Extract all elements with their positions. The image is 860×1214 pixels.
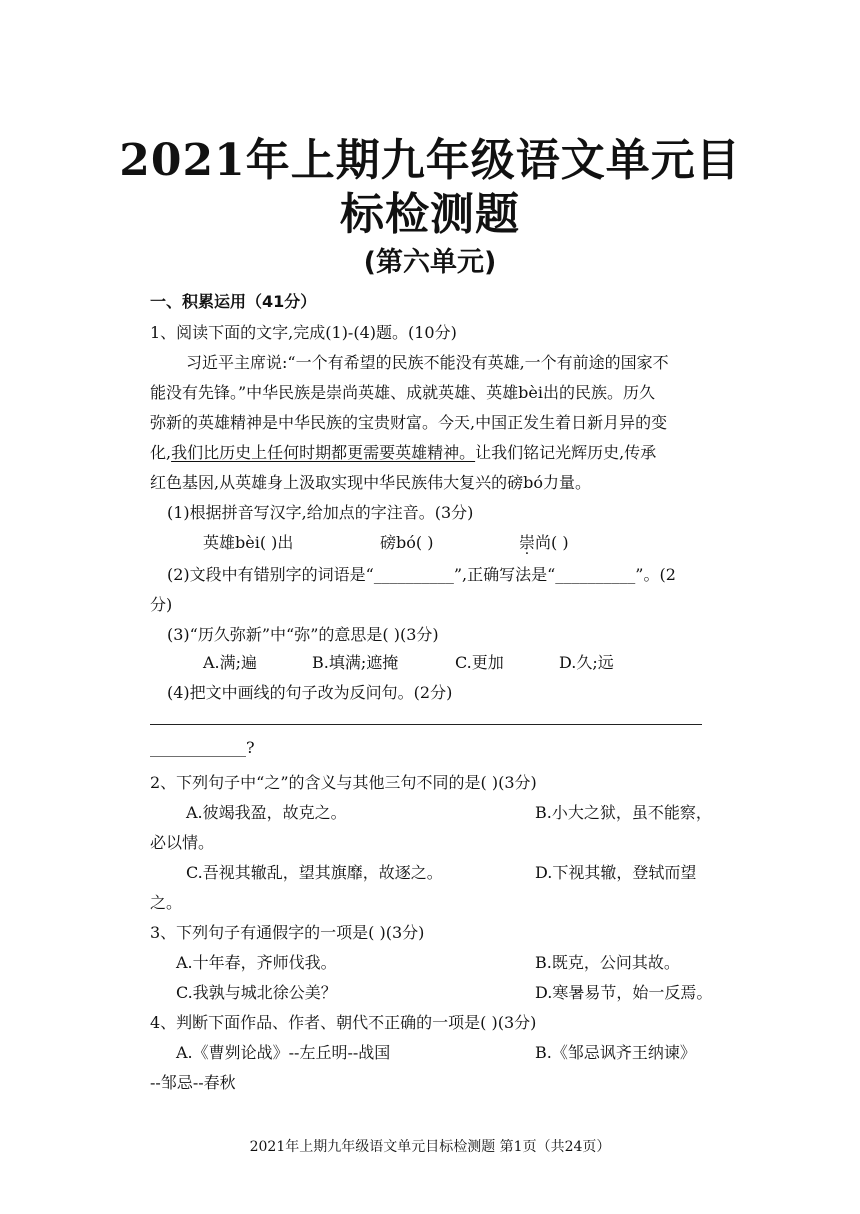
unit-subtitle: (第六单元): [363, 247, 497, 278]
q3-stem: 3、下列句子有通假字的一项是( )(3分): [150, 923, 425, 942]
q4-option-a: A.《曹刿论战》--左丘明--战国: [176, 1043, 391, 1062]
page-title-line1: 2021年上期九年级语文单元目: [119, 135, 741, 186]
q1-sub3-option: A.满;遍: [203, 653, 258, 672]
q2-option-d: D.下视其辙，登轼而望: [535, 863, 697, 882]
q2-stem: 2、下列句子中“之”的含义与其他三句不同的是( )(3分): [150, 773, 537, 792]
q3-option-a: A.十年春，齐师伐我。: [176, 953, 337, 972]
q1-passage-text: 让我们铭记光辉历史,传承: [475, 443, 657, 462]
q4-option-b: B.《邹忌讽齐王纳谏》: [535, 1043, 696, 1062]
dotted-character: 崇: [519, 533, 536, 552]
page-footer: 2021年上期九年级语文单元目标检测题 第1页（共24页）: [249, 1139, 611, 1155]
underlined-sentence: 我们比历史上任何时期都更需要英雄精神。: [171, 443, 476, 462]
q2-option-d-cont: 之。: [150, 893, 183, 912]
q1-passage-line: 弥新的英雄精神是中华民族的宝贵财富。今天,中国正发生着日新月异的变: [150, 413, 668, 432]
q1-sub3-option: C.更加: [455, 653, 504, 672]
q2-option-c: C.吾视其辙乱，望其旗靡，故逐之。: [186, 863, 443, 882]
q2-option-b: B.小大之狱，虽不能察，: [535, 803, 712, 822]
q1-passage-text: 化,: [150, 443, 172, 462]
q4-stem: 4、判断下面作品、作者、朝代不正确的一项是( )(3分): [150, 1013, 537, 1032]
q4-option-b-cont: --邹忌--春秋: [150, 1073, 236, 1092]
q3-option-d: D.寒暑易节，始一反焉。: [535, 983, 713, 1002]
q1-passage-line: 红色基因,从英雄身上汲取实现中华民族伟大复兴的磅bó力量。: [150, 473, 591, 492]
page-title-line2: 标检测题: [340, 189, 520, 240]
q1-sub4: (4)把文中画线的句子改为反问句。(2分): [167, 683, 453, 702]
q1-sub4-end: ____________?: [150, 738, 255, 757]
q3-option-c: C.我孰与城北徐公美？: [176, 983, 337, 1002]
q1-passage-line: [150, 440, 656, 463]
q3-option-b: B.既克，公问其故。: [535, 953, 680, 972]
q1-passage-line: 习近平主席说:“一个有希望的民族不能没有英雄,一个有前途的国家不: [186, 353, 669, 372]
q1-sub3-option: D.久;远: [559, 653, 614, 672]
q2-option-a: A.彼竭我盈，故克之。: [186, 803, 347, 822]
q1-sub1: (1)根据拼音写汉字,给加点的字注音。(3分): [167, 503, 474, 522]
q1-sub3: (3)“历久弥新”中“弥”的意思是( )(3分): [167, 625, 439, 644]
answer-line: [150, 724, 702, 725]
q1-passage-line: 能没有先锋。”中华民族是崇尚英雄、成就英雄、英雄bèi出的民族。历久: [150, 383, 656, 402]
q1-sub1-item-b: 磅bó( ): [380, 533, 434, 552]
q1-sub2-cont: 分): [150, 595, 173, 614]
section-heading: 一、积累运用（41分）: [150, 292, 317, 311]
q2-option-b-cont: 必以情。: [150, 833, 215, 852]
q1-stem: 1、阅读下面的文字,完成(1)-(4)题。(10分): [150, 323, 457, 342]
q1-sub3-option: B.填满;遮掩: [312, 653, 399, 672]
q1-sub1-item-a: 英雄bèi( )出: [203, 533, 294, 552]
q1-sub1-item-c: [519, 530, 569, 553]
q1-sub1-item-c-text: 尚( ): [535, 533, 569, 552]
q1-sub2: (2)文段中有错别字的词语是“__________”,正确写法是“__________”。(2: [167, 565, 676, 584]
